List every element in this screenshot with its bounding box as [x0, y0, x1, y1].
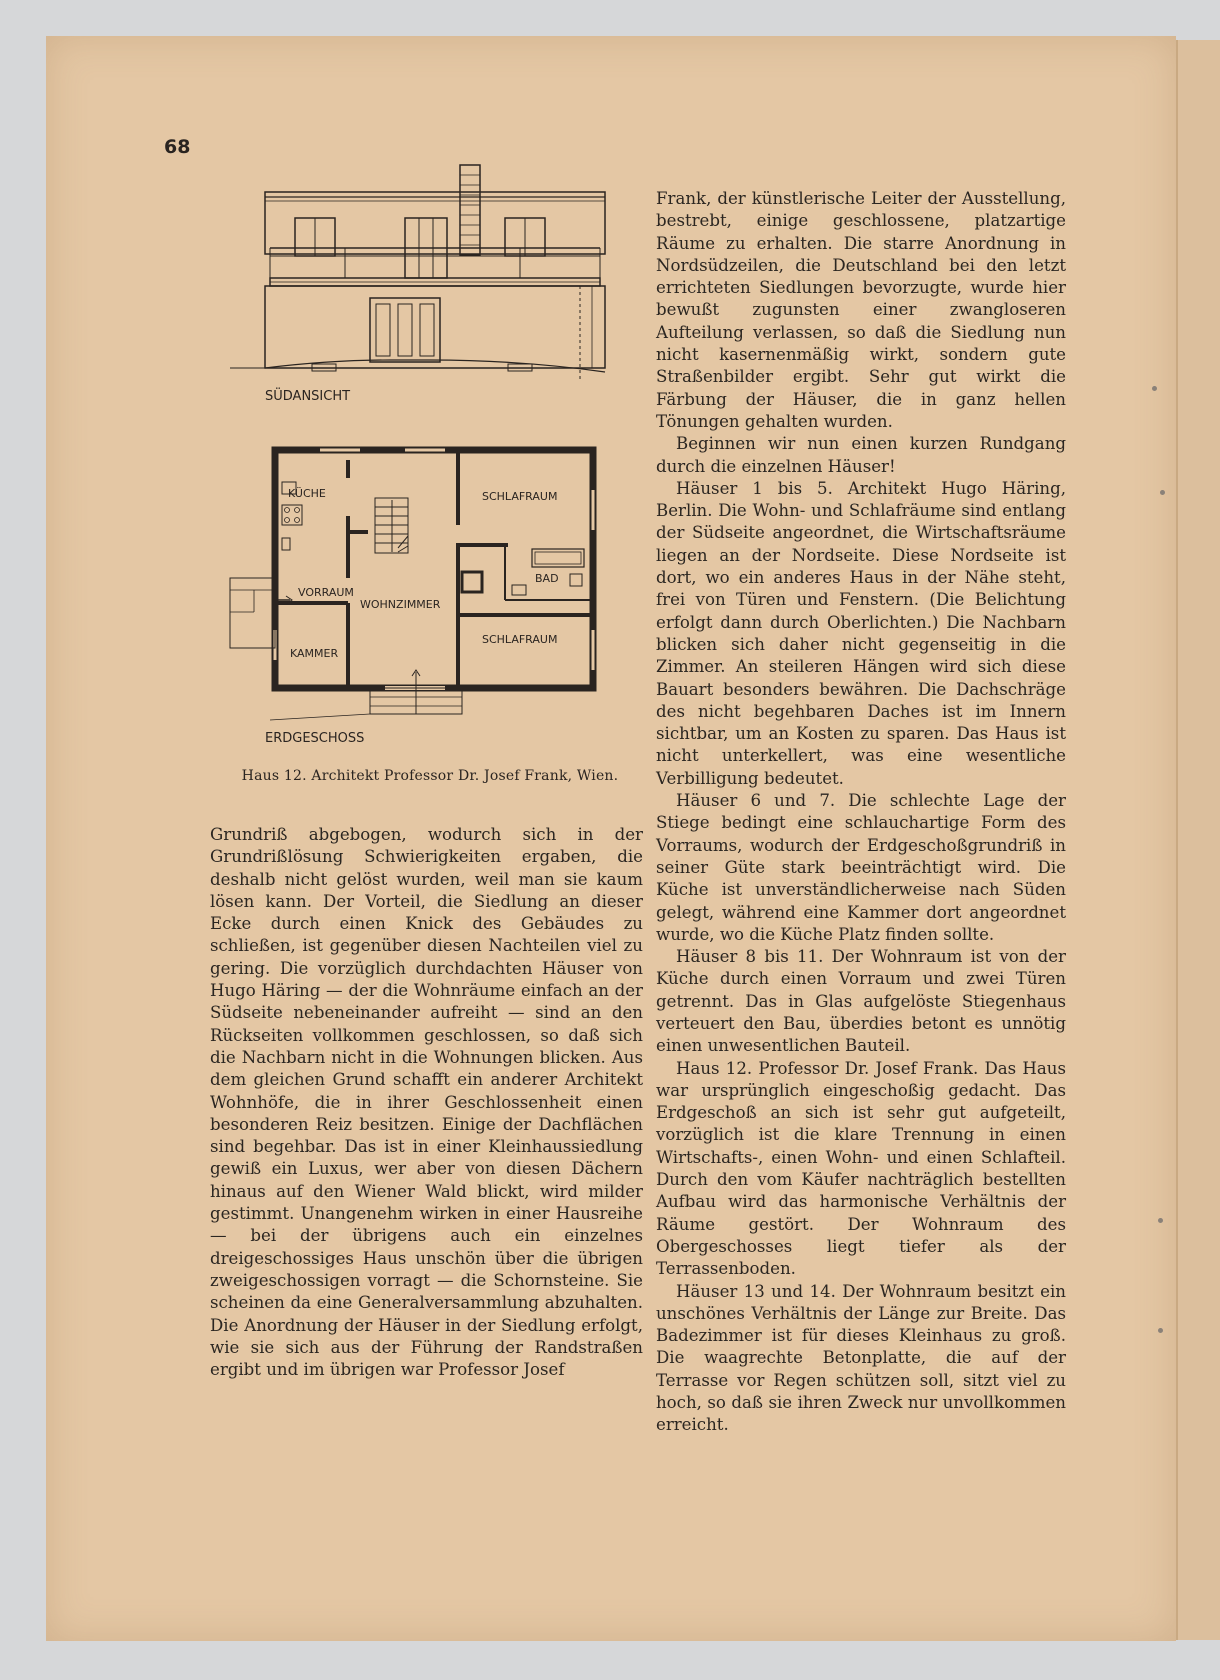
staple-hole: [1158, 1218, 1163, 1223]
paragraph: Frank, der künstlerische Leiter der Ausstellung, bestrebt, einige geschlossene, platzartige Räume zu erhalten. Die starre Anordnung in Nordsüdzeilen, die Deutschland bei den letzt errichteten Siedlungen bevorzugte, wurde hier bewußt zugunsten einer zwangloseren Aufteilung verlassen, so daß die Siedlung nun nicht kasernenmäßig wirkt, sondern gute Straßenbilder ergibt. Sehr gut wirkt die Färbung der Häuser, die in ganz hellen Tönungen gehalten wurden.: [656, 189, 1066, 431]
house-figure: [220, 160, 640, 750]
paragraph: Häuser 13 und 14. Der Wohnraum besitzt ein unschönes Verhältnis der Länge zur Breite. Das Badezimmer ist für dieses Kleinhaus zu groß. Die waagrechte Betonplatte, die auf der Terrasse vor Regen schützen soll, sitzt viel zu hoch, so daß sie ihren Zweck nur unvollkommen erreicht.: [656, 1281, 1066, 1435]
room-label-bedroom-1: SCHLAFRAUM: [482, 490, 558, 503]
paragraph: Grundriß abgebogen, wodurch sich in der Grundrißlösung Schwierigkeiten ergaben, die deshalb nicht gelöst wurden, weil man sie kaum lösen kann. Der Vorteil, die Siedlung an dieser Ecke durch einen Knick des Gebäudes zu schließen, ist gegenüber diesen Nachteilen viel zu gering. Die vorzüglich durchdachten Häuser von Hugo Häring — der die Wohnräume einfach an der Südseite nebeneinander aufreiht — sind an den Rückseiten vollkommen geschlossen, so daß sich die Nachbarn nicht in die Wohnungen blicken. Aus dem gleichen Grund schafft ein anderer Architekt Wohnhöfe, die in ihrer Geschlossenheit einen besonderen Reiz besitzen. Einige der Dachflächen sind begehbar. Das ist in einer Kleinhaussiedlung gewiß ein Luxus, wer aber von diesen Dächern hinaus auf den Wiener Wald blickt, wird milder gestimmt. Unangenehm wirken in einer Hausreihe — bei der übrigens auch ein einzelnes dreigeschossiges Haus unschön über die übrigen zweigeschossigen vorragt — die Schornsteine. Sie scheinen da eine Generalversammlung abzuhalten. Die Anordnung der Häuser in der Siedlung erfolgt, wie sie sich aus der Führung der Randstraßen ergibt und im übrigen war Professor Josef: [210, 825, 643, 1380]
elevation-label: SÜDANSICHT: [265, 389, 351, 404]
architectural-drawing: [220, 160, 640, 750]
page-number: 68: [164, 136, 191, 158]
text-column-left: [210, 824, 643, 1381]
room-label-chamber: KAMMER: [290, 647, 339, 660]
staple-hole: [1152, 386, 1157, 391]
paragraph: Haus 12. Professor Dr. Josef Frank. Das Haus war ursprünglich eingeschoßig gedacht. Das Erdgeschoß an sich ist sehr gut aufgeteilt, vorzüglich ist die klare Trennung in einen Wirtschafts-, einen Wohn- und einen Schlafteil. Durch den vom Käufer nachträglich bestellten Aufbau wird das harmonische Verhältnis der Räume gestört. Der Wohnraum des Obergeschosses liegt tiefer als der Terrassenboden.: [656, 1058, 1066, 1279]
paragraph: Häuser 8 bis 11. Der Wohnraum ist von der Küche durch einen Vorraum und zwei Türen getrennt. Das in Glas aufgelöste Stiegenhaus verteuert den Bau, überdies betont es unnötig einen unwesentlichen Bauteil.: [656, 947, 1066, 1056]
figure-caption: Haus 12. Architekt Professor Dr. Josef Frank, Wien.: [241, 768, 619, 784]
room-label-bath: BAD: [535, 572, 559, 585]
text-column-right: [656, 188, 1066, 1437]
south-elevation: [230, 165, 605, 382]
room-label-kitchen: KÜCHE: [288, 487, 326, 500]
plan-label: ERDGESCHOSS: [265, 731, 365, 746]
next-page-edge: [1176, 40, 1220, 1640]
room-label-living: WOHNZIMMER: [360, 598, 441, 611]
paragraph: Häuser 1 bis 5. Architekt Hugo Häring, Berlin. Die Wohn- und Schlafräume sind entlang der Südseite angeordnet, die Wirtschaftsräume liegen an der Nordseite. Diese Nordseite ist dort, wo ein anderes Haus in der Nähe steht, frei von Türen und Fenstern. (Die Belichtung erfolgt dann durch Oberlichten.) Die Nachbarn blicken sich daher nicht gegenseitig in die Zimmer. An steileren Hängen wird sich diese Bauart besonders bewähren. Die Dachschräge des nicht begehbaren Daches ist im Innern sichtbar, um an Kosten zu sparen. Das Haus ist nicht unterkellert, was eine wesentliche Verbilligung bedeutet.: [656, 478, 1066, 788]
staple-hole: [1158, 1328, 1163, 1333]
paragraph: Beginnen wir nun einen kurzen Rundgang durch die einzelnen Häuser!: [656, 434, 1066, 476]
room-label-hall: VORRAUM: [298, 586, 354, 599]
staple-hole: [1160, 490, 1165, 495]
paragraph: Häuser 6 und 7. Die schlechte Lage der Stiege bedingt eine schlauchartige Form des Vorraums, wodurch der Erdgeschoßgrundriß in seiner Güte stark beeinträchtigt wird. Die Küche ist unverständlicherweise nach Süden gelegt, während eine Kammer dort angeordnet wurde, wo die Küche Platz finden sollte.: [656, 791, 1066, 944]
room-label-bedroom-2: SCHLAFRAUM: [482, 633, 558, 646]
